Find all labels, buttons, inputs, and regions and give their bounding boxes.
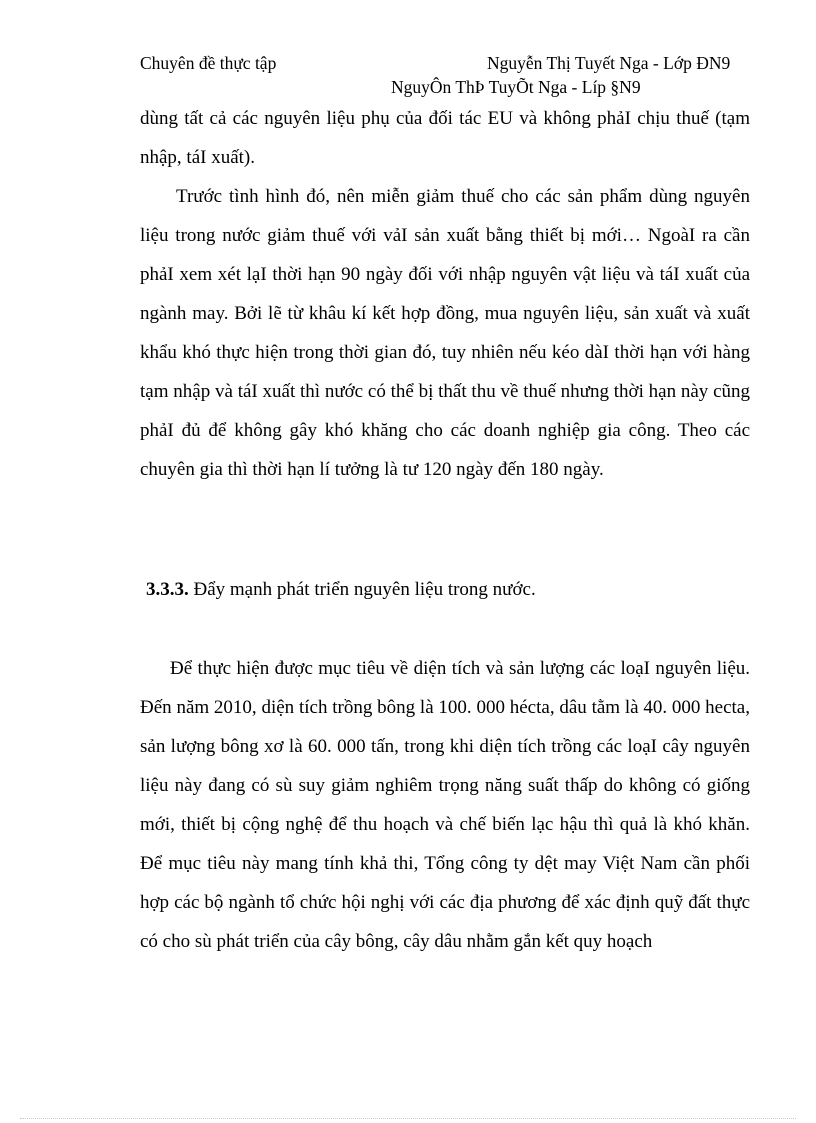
page-bottom-divider bbox=[20, 1118, 796, 1119]
section-number: 3.3.3. bbox=[146, 579, 189, 600]
header-author-garbled: NguyÔn ThÞ TuyÕt Nga - Líp §N9 bbox=[391, 77, 641, 97]
header-author: Nguyễn Thị Tuyết Nga - Lớp ĐN9 bbox=[487, 53, 731, 73]
paragraph-tax-recommendation: Trước tình hình đó, nên miễn giảm thuế cho các sản phẩm dùng nguyên liệu trong nước giảm thuế với vảI sản xuất bằng thiết bị mới… NgoàI ra cần phảI xem xét lạI thời hạn 90 ngày đối với nhập nguyên vật liệu và táI xuất của ngành may. Bởi lẽ từ khâu kí kết hợp đồng, mua nguyên liệu, sản xuất và xuất khẩu khó thực hiện trong thời gian đó, tuy nhiên nếu kéo dàI thời hạn với hàng tạm nhập và táI xuất thì nước có thể bị thất thu về thuế nhưng thời hạn này cũng phảI đủ để không gây khó khăng cho các doanh nghiệp gia công. Theo các chuyên gia thì thời hạn lí tưởng là tư 120 ngày đến 180 ngày. bbox=[140, 186, 750, 480]
header-document-type: Chuyên đề thực tập bbox=[140, 53, 277, 73]
section-title: Đẩy mạnh phát triển nguyên liệu trong nước. bbox=[193, 579, 536, 600]
paragraph-continued: dùng tất cả các nguyên liệu phụ của đối tác EU và không phảI chịu thuế (tạm nhập, táI xuất). bbox=[140, 108, 750, 168]
paragraph-materials-development: Để thực hiện được mục tiêu về diện tích và sản lượng các loạI nguyên liệu. Đến năm 2010, diện tích trồng bông là 100. 000 hécta, dâu tằm là 40. 000 hecta, sản lượng bông xơ là 60. 000 tấn, trong khi diện tích trồng các loạI cây nguyên liệu này đang có sù suy giảm nghiêm trọng năng suất thấp do không có giống mới, thiết bị cộng nghệ để thu hoạch và chế biến lạc hậu thì quả là khó khăn. Để mục tiêu này mang tính khả thi, Tổng công ty dệt may Việt Nam cần phối hợp các bộ ngành tổ chức hội nghị với các địa phương để xác định quỹ đất thực có cho sù phát triển của cây bông, cây dâu nhằm gắn kết quy hoạch bbox=[140, 658, 750, 952]
section-heading bbox=[146, 575, 536, 605]
